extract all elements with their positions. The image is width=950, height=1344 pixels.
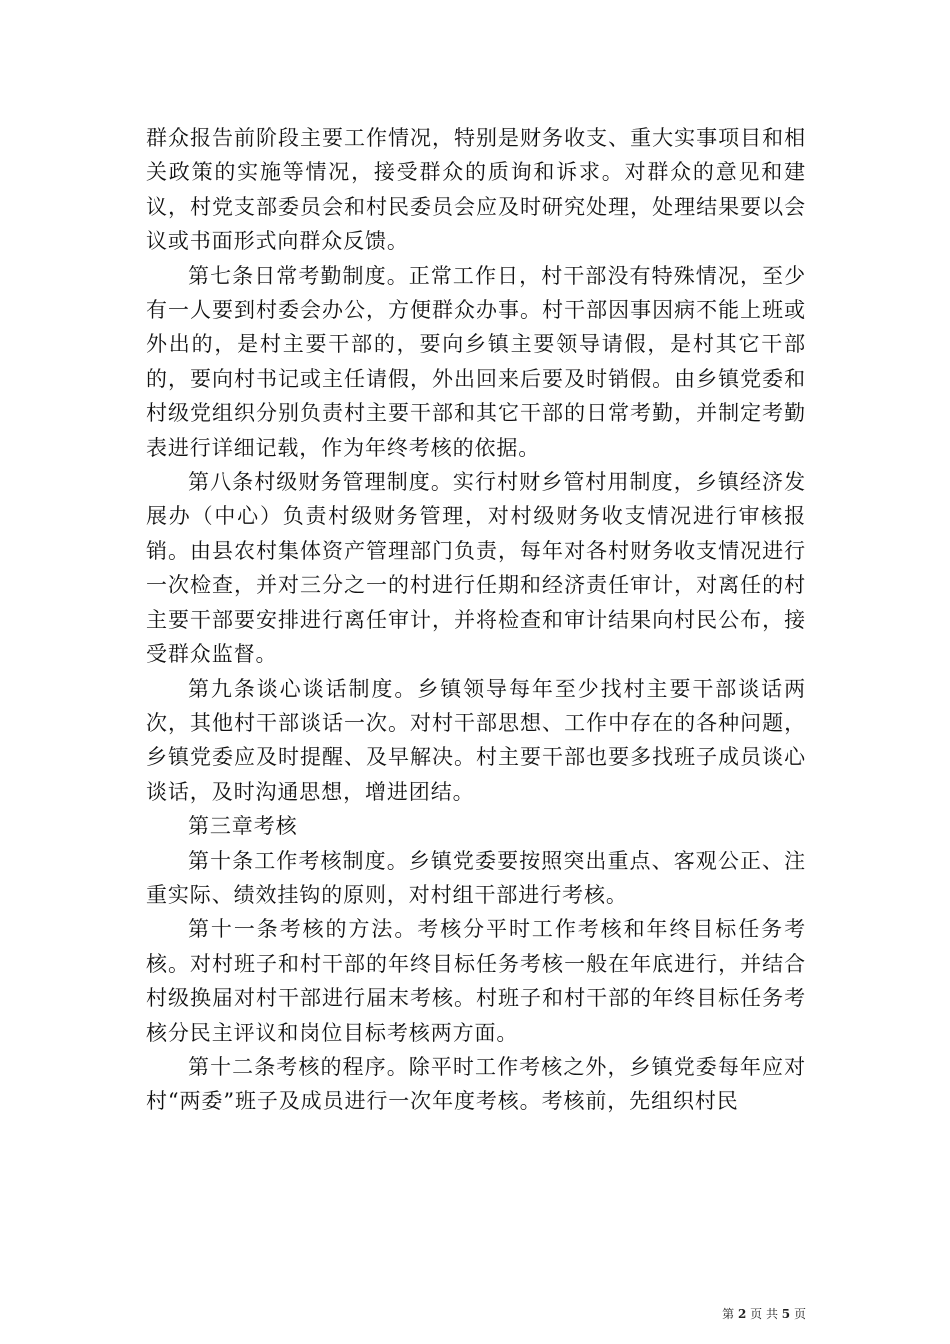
paragraph-article-10: 第十条工作考核制度。乡镇党委要按照突出重点、客观公正、注重实际、绩效挂钩的原则，对村组干部进行考核。 [146, 848, 806, 907]
current-page-number: 2 [737, 1307, 747, 1321]
paragraph-article-12: 第十二条考核的程序。除平时工作考核之外，乡镇党委每年应对村“两委”班子及成员进行一次年度考核。考核前，先组织村民 [146, 1054, 806, 1114]
paragraph-article-11: 第十一条考核的方法。考核分平时工作考核和年终目标任务考核。对村班子和村干部的年终目标任务考核一般在年底进行，并结合村级换届对村干部进行届末考核。村班子和村干部的年终目标任务考核分民主评议和岗位目标考核两方面。 [146, 917, 806, 1045]
paragraph-article-7: 第七条日常考勤制度。正常工作日，村干部没有特殊情况，至少有一人要到村委会办公，方便群众办事。村干部因事因病不能上班或外出的，是村主要干部的，要向乡镇主要领导请假，是村其它干部的，要向村书记或主任请假，外出回来后要及时销假。由乡镇党委和村级党组织分别负责村主要干部和其它干部的日常考勤，并制定考勤表进行详细记载，作为年终考核的依据。 [146, 263, 806, 460]
total-pages-number: 5 [781, 1307, 791, 1321]
footer-prefix: 第 [722, 1307, 735, 1321]
footer-middle: 页 共 [750, 1307, 778, 1321]
chapter-heading: 第三章考核 [188, 814, 298, 839]
page-footer [0, 1305, 806, 1322]
paragraph-article-9: 第九条谈心谈话制度。乡镇领导每年至少找村主要干部谈话两次，其他村干部谈话一次。对村干部思想、工作中存在的各种问题，乡镇党委应及时提醒、及早解决。村主要干部也要多找班子成员谈心谈话，及时沟通思想，增进团结。 [146, 676, 806, 804]
paragraph-continuation: 群众报告前阶段主要工作情况，特别是财务收支、重大实事项目和相关政策的实施等情况，接受群众的质询和诉求。对群众的意见和建议，村党支部委员会和村民委员会应及时研究处理，处理结果要以会议或书面形式向群众反馈。 [146, 126, 806, 254]
paragraph-article-8: 第八条村级财务管理制度。实行村财乡管村用制度，乡镇经济发展办（中心）负责村级财务管理，对村级财务收支情况进行审核报销。由县农村集体资产管理部门负责，每年对各村财务收支情况进行一次检查，并对三分之一的村进行任期和经济责任审计，对离任的村主要干部要安排进行离任审计，并将检查和审计结果向村民公布，接受群众监督。 [146, 470, 806, 667]
footer-suffix: 页 [793, 1307, 806, 1321]
document-body [146, 121, 806, 1119]
